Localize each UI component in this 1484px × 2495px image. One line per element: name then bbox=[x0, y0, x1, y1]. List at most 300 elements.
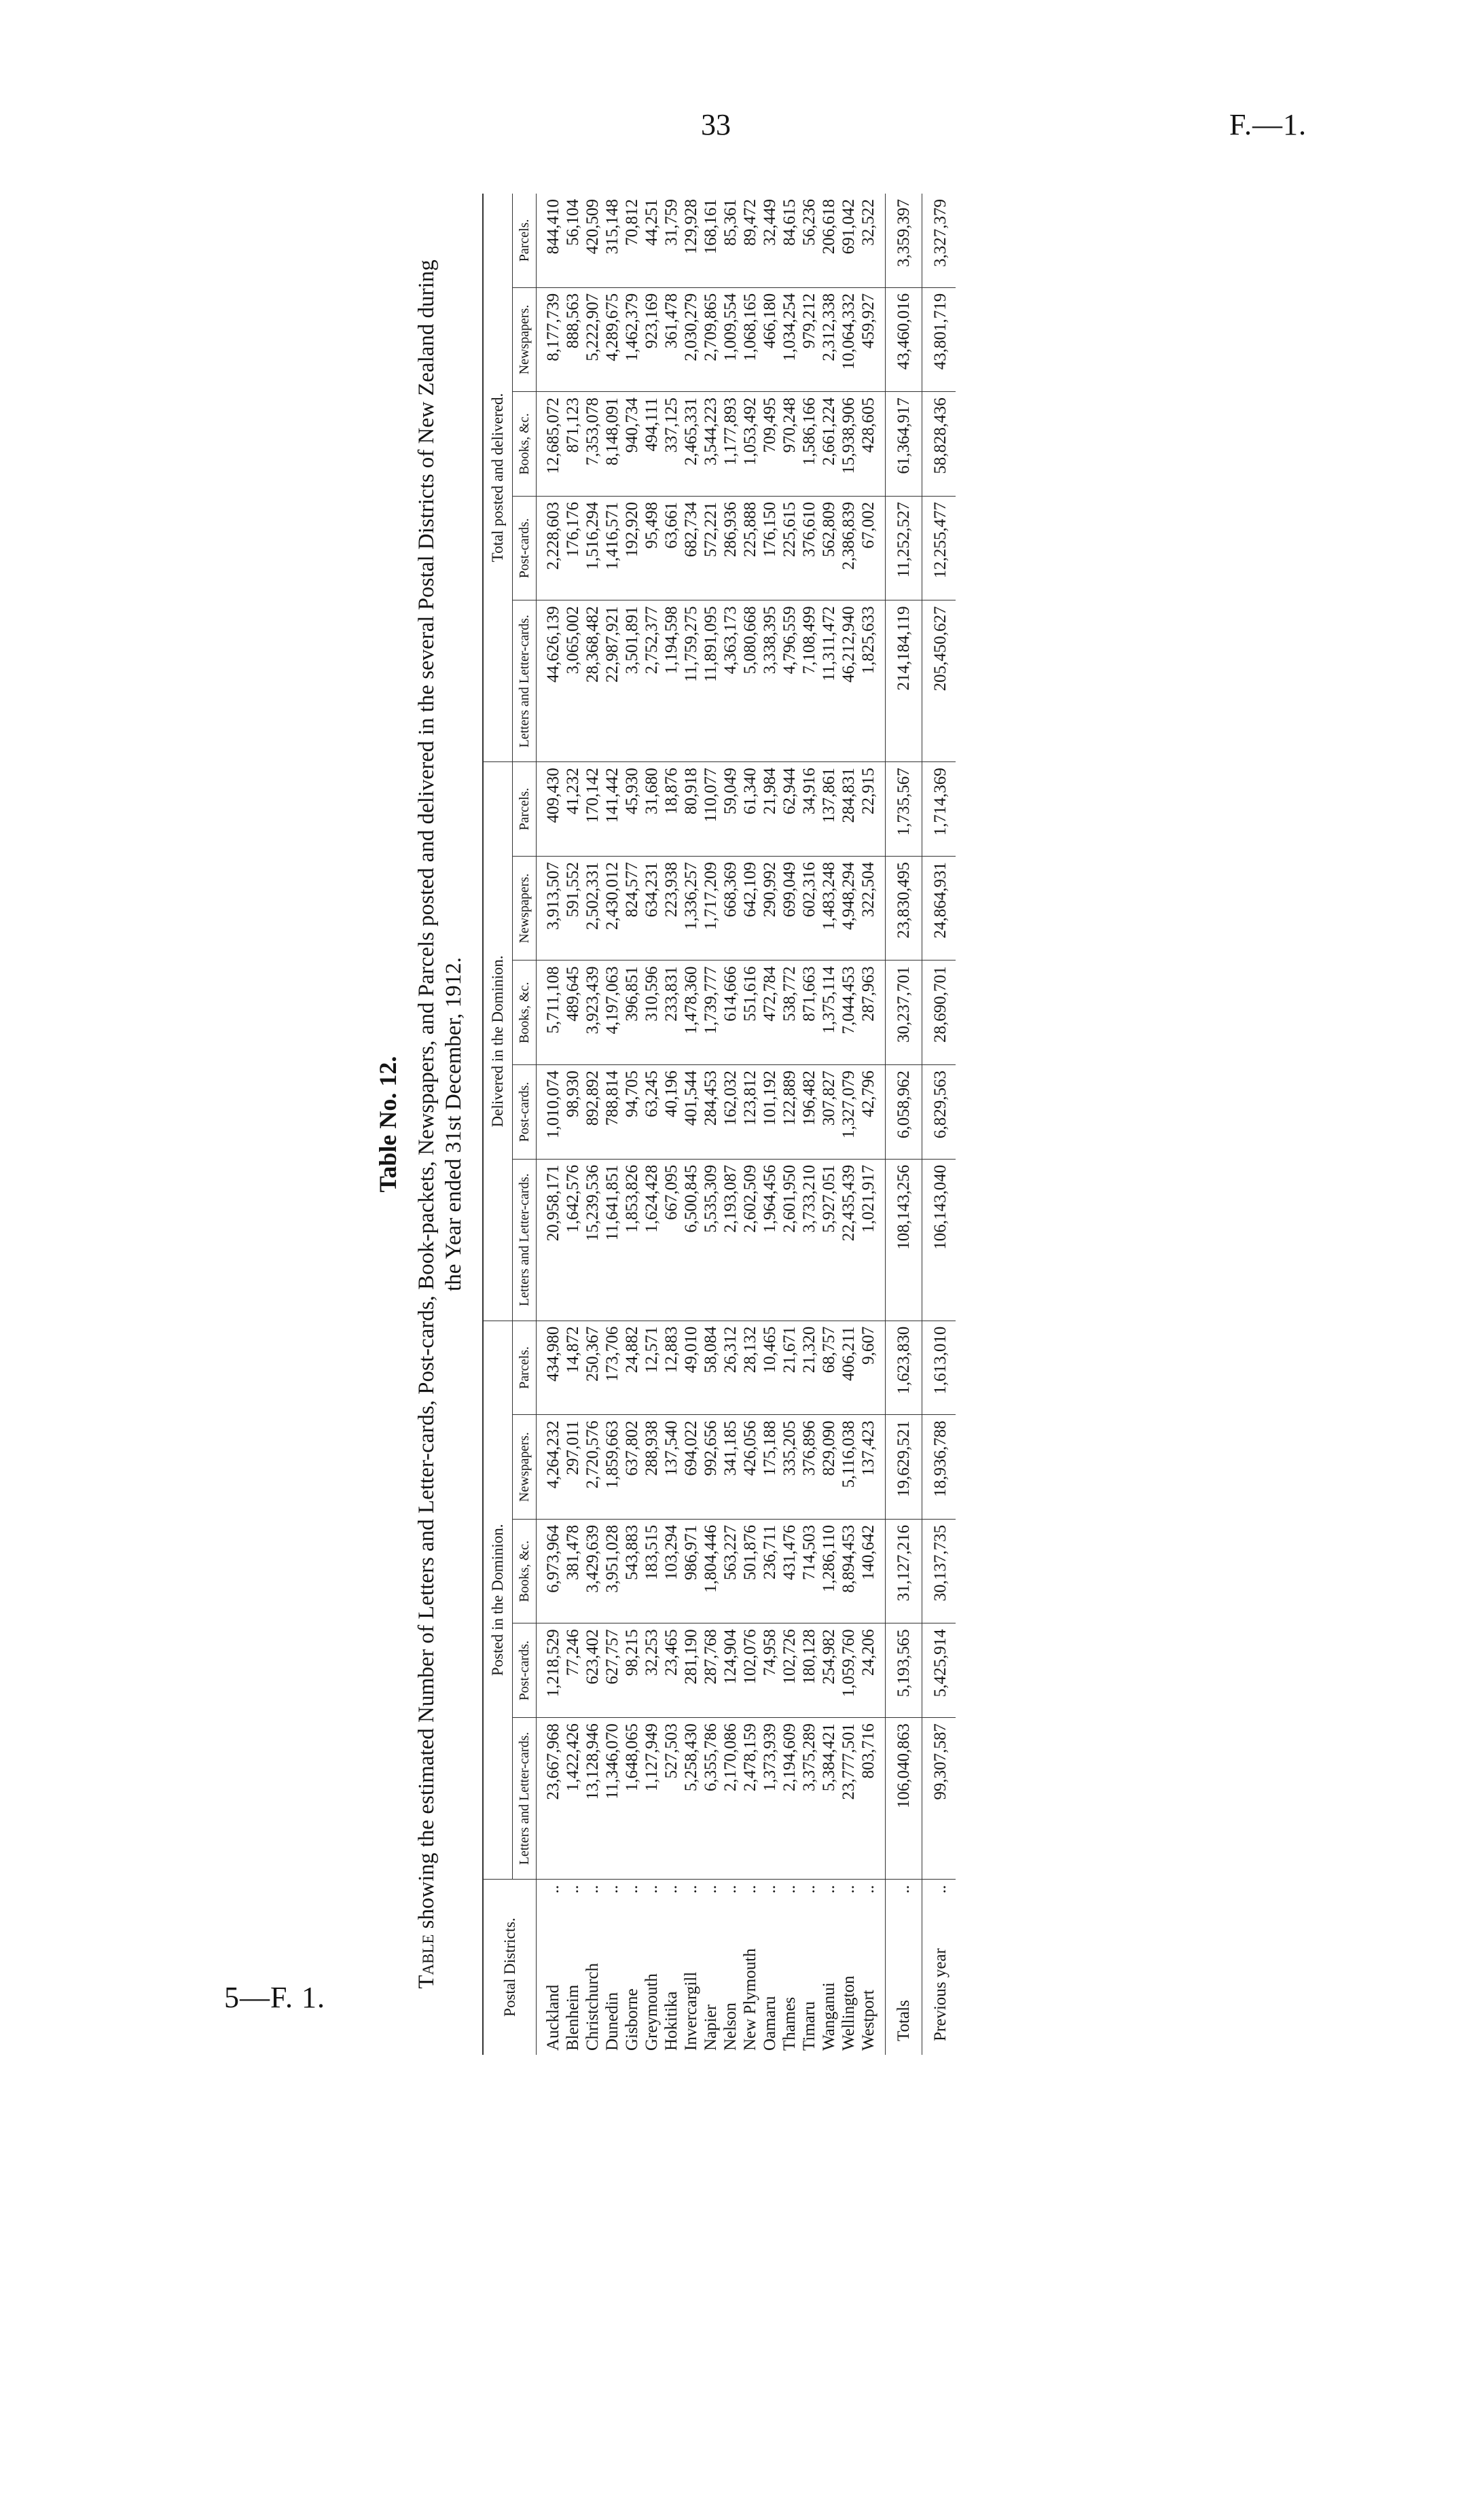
value-cell: 32,449 bbox=[761, 199, 779, 246]
value-cell: 98,215 bbox=[622, 1623, 642, 1718]
value-cell: 431,476 bbox=[780, 1519, 799, 1623]
district-name: Totals bbox=[894, 2000, 913, 2041]
value-cell: 30,237,701 bbox=[886, 961, 922, 1065]
value-cell: 15,239,536 bbox=[583, 1159, 602, 1321]
value-cell: 3,544,223 bbox=[701, 392, 721, 497]
value-cell: 99,307,587 bbox=[922, 1718, 956, 1880]
value-cell: 992,656 bbox=[701, 1415, 721, 1520]
value-cell: 3,913,507 bbox=[537, 856, 564, 961]
value-cell: 3,733,210 bbox=[799, 1159, 819, 1321]
value-cell: 623,402 bbox=[583, 1623, 602, 1718]
value-cell: 18,936,788 bbox=[922, 1415, 956, 1520]
value-cell: 162,032 bbox=[721, 1065, 740, 1160]
value-cell: 572,221 bbox=[701, 496, 721, 600]
value-cell: 80,918 bbox=[681, 762, 701, 857]
value-cell: 5,116,038 bbox=[839, 1415, 858, 1520]
leader-dots: .. bbox=[702, 1885, 720, 1894]
value-cell: 2,465,331 bbox=[681, 392, 701, 497]
table-row bbox=[681, 194, 701, 2055]
district-name: Dunedin bbox=[603, 1992, 621, 2051]
value-cell: 74,958 bbox=[760, 1623, 780, 1718]
value-cell: 58,084 bbox=[701, 1321, 721, 1415]
value-cell: 2,709,865 bbox=[701, 287, 721, 392]
value-cell: 551,616 bbox=[740, 961, 760, 1065]
rotated-table-block bbox=[374, 180, 1243, 2068]
value-cell: 137,861 bbox=[819, 762, 839, 857]
value-cell: 28,690,701 bbox=[922, 961, 956, 1065]
value-cell: 8,148,091 bbox=[602, 392, 622, 497]
value-cell: 1,422,426 bbox=[563, 1718, 583, 1880]
value-cell: 803,716 bbox=[858, 1718, 886, 1880]
district-name-cell bbox=[922, 1880, 956, 2056]
leader-dots: .. bbox=[839, 1885, 858, 1894]
value-cell: 10,064,332 bbox=[839, 287, 858, 392]
value-cell: 2,720,576 bbox=[583, 1415, 602, 1520]
value-cell: 106,040,863 bbox=[886, 1718, 922, 1880]
table-row bbox=[583, 194, 602, 2055]
value-cell: 1,286,110 bbox=[819, 1519, 839, 1623]
value-cell: 4,948,294 bbox=[839, 856, 858, 961]
value-cell: 1,177,893 bbox=[721, 392, 740, 497]
value-cell: 527,503 bbox=[662, 1718, 681, 1880]
value-cell: 23,465 bbox=[662, 1623, 681, 1718]
value-cell: 67,002 bbox=[858, 496, 886, 600]
value-cell: 101,192 bbox=[760, 1065, 780, 1160]
leader-dots: .. bbox=[761, 1885, 779, 1894]
table-body bbox=[537, 194, 956, 2055]
value-cell: 642,109 bbox=[740, 856, 760, 961]
page-reference: F.—1. bbox=[1229, 108, 1307, 141]
page-number: 33 bbox=[701, 108, 731, 141]
column-header: Newspapers. bbox=[513, 1415, 537, 1520]
table-title bbox=[413, 255, 467, 1994]
value-cell: 7,108,499 bbox=[799, 600, 819, 762]
district-name: Invercargill bbox=[682, 1971, 700, 2051]
value-cell: 627,757 bbox=[602, 1623, 622, 1718]
leader-dots: .. bbox=[721, 1885, 740, 1894]
district-name: Greymouth bbox=[643, 1973, 661, 2051]
value-cell: 489,645 bbox=[563, 961, 583, 1065]
district-name-cell bbox=[537, 1880, 564, 2056]
value-cell: 45,930 bbox=[622, 762, 642, 857]
leader-dots: .. bbox=[583, 1885, 602, 1894]
leader-dots: .. bbox=[931, 1885, 949, 1894]
value-cell: 68,757 bbox=[819, 1321, 839, 1415]
value-cell: 10,465 bbox=[760, 1321, 780, 1415]
value-cell: 14,872 bbox=[563, 1321, 583, 1415]
value-cell: 288,938 bbox=[642, 1415, 662, 1520]
value-cell: 168,161 bbox=[702, 199, 720, 255]
value-cell: 6,829,563 bbox=[922, 1065, 956, 1160]
leader-dots: .. bbox=[820, 1885, 838, 1894]
value-cell: 1,373,939 bbox=[760, 1718, 780, 1880]
value-cell: 137,423 bbox=[858, 1415, 886, 1520]
value-cell: 41,232 bbox=[563, 762, 583, 857]
value-cell: 21,984 bbox=[760, 762, 780, 857]
leader-dots: .. bbox=[800, 1885, 818, 1894]
value-cell: 459,927 bbox=[858, 287, 886, 392]
leader-dots: .. bbox=[623, 1885, 641, 1894]
value-cell: 2,193,087 bbox=[721, 1159, 740, 1321]
value-cell: 538,772 bbox=[780, 961, 799, 1065]
value-cell: 19,629,521 bbox=[886, 1415, 922, 1520]
district-name-cell bbox=[740, 1880, 760, 2056]
value-cell: 122,889 bbox=[780, 1065, 799, 1160]
value-cell: 31,127,216 bbox=[886, 1519, 922, 1623]
value-cell: 591,552 bbox=[563, 856, 583, 961]
value-cell: 5,927,051 bbox=[819, 1159, 839, 1321]
value-cell: 335,205 bbox=[780, 1415, 799, 1520]
district-name: Hokitika bbox=[662, 1991, 681, 2051]
value-cell: 2,601,950 bbox=[780, 1159, 799, 1321]
value-cell: 124,904 bbox=[721, 1623, 740, 1718]
district-name: Thames bbox=[780, 1996, 799, 2051]
value-cell: 472,784 bbox=[760, 961, 780, 1065]
table-row bbox=[858, 194, 886, 2055]
column-header: Books, &c. bbox=[513, 1519, 537, 1623]
leader-dots: .. bbox=[859, 1885, 877, 1894]
value-cell: 2,661,224 bbox=[819, 392, 839, 497]
column-header: Newspapers. bbox=[513, 856, 537, 961]
value-cell: 1,483,248 bbox=[819, 856, 839, 961]
value-cell: 2,030,279 bbox=[681, 287, 701, 392]
value-cell: 28,368,482 bbox=[583, 600, 602, 762]
column-header-row bbox=[513, 194, 537, 2055]
value-cell: 4,264,232 bbox=[537, 1415, 564, 1520]
value-cell: 176,176 bbox=[563, 496, 583, 600]
value-cell: 563,227 bbox=[721, 1519, 740, 1623]
value-cell: 1,327,079 bbox=[839, 1065, 858, 1160]
value-cell: 1,416,571 bbox=[602, 496, 622, 600]
table-row bbox=[780, 194, 799, 2055]
value-cell: 129,928 bbox=[682, 199, 700, 255]
column-header: Parcels. bbox=[513, 1321, 537, 1415]
table-row bbox=[642, 194, 662, 2055]
value-cell: 3,951,028 bbox=[602, 1519, 622, 1623]
leader-dots: .. bbox=[603, 1885, 621, 1894]
value-cell: 24,864,931 bbox=[922, 856, 956, 961]
value-cell: 98,930 bbox=[563, 1065, 583, 1160]
value-cell: 102,726 bbox=[780, 1623, 799, 1718]
value-cell: 322,504 bbox=[858, 856, 886, 961]
value-cell: 6,500,845 bbox=[681, 1159, 701, 1321]
value-cell: 43,801,719 bbox=[922, 287, 956, 392]
value-cell: 1,648,065 bbox=[622, 1718, 642, 1880]
value-cell: 401,544 bbox=[681, 1065, 701, 1160]
value-cell: 1,068,165 bbox=[740, 287, 760, 392]
table-number: Table No. 12. bbox=[374, 1056, 401, 1193]
value-cell: 6,058,962 bbox=[886, 1065, 922, 1160]
value-cell: 3,065,002 bbox=[563, 600, 583, 762]
value-cell: 59,049 bbox=[721, 762, 740, 857]
value-cell: 602,316 bbox=[799, 856, 819, 961]
value-cell: 434,980 bbox=[537, 1321, 564, 1415]
value-cell: 205,450,627 bbox=[922, 600, 956, 762]
column-header: Newspapers. bbox=[513, 287, 537, 392]
value-cell: 714,503 bbox=[799, 1519, 819, 1623]
value-cell: 923,169 bbox=[642, 287, 662, 392]
value-cell: 892,892 bbox=[583, 1065, 602, 1160]
district-name-cell bbox=[701, 1880, 721, 2056]
table-title-lead: Table bbox=[414, 1934, 439, 1989]
district-name-cell bbox=[602, 1880, 622, 2056]
group-header-total: Total posted and delivered. bbox=[483, 194, 513, 762]
value-cell: 1,478,360 bbox=[681, 961, 701, 1065]
value-cell: 1,613,010 bbox=[922, 1321, 956, 1415]
value-cell: 223,938 bbox=[662, 856, 681, 961]
value-cell: 614,666 bbox=[721, 961, 740, 1065]
value-cell: 32,522 bbox=[859, 199, 877, 246]
district-name-cell bbox=[760, 1880, 780, 2056]
table-title-rest: showing the estimated Number of Letters and Letter-cards, Post-cards, Book-packets, Newspapers, and Parcels posted and delivered in the several Postal Districts of New Zealand during the Year ended 31st December, 1912. bbox=[414, 259, 466, 1935]
value-cell: 84,615 bbox=[780, 199, 799, 246]
value-cell: 337,125 bbox=[662, 392, 681, 497]
value-cell: 1,739,777 bbox=[701, 961, 721, 1065]
value-cell: 26,312 bbox=[721, 1321, 740, 1415]
district-name-cell bbox=[721, 1880, 740, 2056]
value-cell: 140,642 bbox=[858, 1519, 886, 1623]
value-cell: 21,320 bbox=[799, 1321, 819, 1415]
value-cell: 287,963 bbox=[858, 961, 886, 1065]
column-header: Parcels. bbox=[513, 762, 537, 857]
value-cell: 361,478 bbox=[662, 287, 681, 392]
value-cell: 940,734 bbox=[622, 392, 642, 497]
value-cell: 3,923,439 bbox=[583, 961, 602, 1065]
value-cell: 5,222,907 bbox=[583, 287, 602, 392]
value-cell: 13,128,946 bbox=[583, 1718, 602, 1880]
value-cell: 4,796,559 bbox=[780, 600, 799, 762]
value-cell: 12,883 bbox=[662, 1321, 681, 1415]
district-name-cell bbox=[662, 1880, 681, 2056]
value-cell: 376,896 bbox=[799, 1415, 819, 1520]
value-cell: 3,501,891 bbox=[622, 600, 642, 762]
district-name: Gisborne bbox=[623, 1988, 641, 2051]
value-cell: 94,705 bbox=[622, 1065, 642, 1160]
value-cell: 5,080,668 bbox=[740, 600, 760, 762]
value-cell: 5,425,914 bbox=[922, 1623, 956, 1718]
value-cell: 406,211 bbox=[839, 1321, 858, 1415]
value-cell: 4,289,675 bbox=[602, 287, 622, 392]
leader-dots: .. bbox=[662, 1885, 681, 1894]
value-cell: 284,831 bbox=[839, 762, 858, 857]
value-cell: 173,706 bbox=[602, 1321, 622, 1415]
value-cell: 12,685,072 bbox=[537, 392, 564, 497]
mail-statistics-table bbox=[482, 194, 956, 2055]
table-row bbox=[602, 194, 622, 2055]
value-cell: 1,586,166 bbox=[799, 392, 819, 497]
value-cell: 8,177,739 bbox=[537, 287, 564, 392]
value-cell: 22,987,921 bbox=[602, 600, 622, 762]
value-cell: 24,882 bbox=[622, 1321, 642, 1415]
value-cell: 7,044,453 bbox=[839, 961, 858, 1065]
value-cell: 1,516,294 bbox=[583, 496, 602, 600]
value-cell: 1,859,663 bbox=[602, 1415, 622, 1520]
value-cell: 77,246 bbox=[563, 1623, 583, 1718]
district-name: Nelson bbox=[721, 2003, 740, 2051]
value-cell: 1,642,576 bbox=[563, 1159, 583, 1321]
value-cell: 2,502,331 bbox=[583, 856, 602, 961]
table-row bbox=[537, 194, 564, 2055]
value-cell: 1,034,254 bbox=[780, 287, 799, 392]
value-cell: 287,768 bbox=[701, 1623, 721, 1718]
value-cell: 5,193,565 bbox=[886, 1623, 922, 1718]
value-cell: 501,876 bbox=[740, 1519, 760, 1623]
column-header: Post-cards. bbox=[513, 496, 537, 600]
value-cell: 5,384,421 bbox=[819, 1718, 839, 1880]
group-header-row bbox=[483, 194, 513, 2055]
value-cell: 89,472 bbox=[741, 199, 759, 246]
column-header: Parcels. bbox=[513, 194, 537, 287]
district-name-cell bbox=[858, 1880, 886, 2056]
value-cell: 634,231 bbox=[642, 856, 662, 961]
value-cell: 108,143,256 bbox=[886, 1159, 922, 1321]
column-header: Post-cards. bbox=[513, 1065, 537, 1160]
value-cell: 225,888 bbox=[740, 496, 760, 600]
value-cell: 5,535,309 bbox=[701, 1159, 721, 1321]
leader-dots: .. bbox=[643, 1885, 661, 1894]
value-cell: 214,184,119 bbox=[886, 600, 922, 762]
value-cell: 196,482 bbox=[799, 1065, 819, 1160]
value-cell: 63,661 bbox=[662, 496, 681, 600]
column-header: Post-cards. bbox=[513, 1623, 537, 1718]
leader-dots: .. bbox=[682, 1885, 700, 1894]
value-cell: 315,148 bbox=[603, 199, 621, 255]
district-name-cell bbox=[819, 1880, 839, 2056]
district-name: Blenheim bbox=[564, 1984, 582, 2051]
value-cell: 1,804,446 bbox=[701, 1519, 721, 1623]
value-cell: 668,369 bbox=[721, 856, 740, 961]
district-name-cell bbox=[622, 1880, 642, 2056]
column-header: Letters and Letter-cards. bbox=[513, 600, 537, 762]
value-cell: 254,982 bbox=[819, 1623, 839, 1718]
value-cell: 562,809 bbox=[819, 496, 839, 600]
district-name: Oamaru bbox=[761, 1996, 779, 2051]
value-cell: 396,851 bbox=[622, 961, 642, 1065]
value-cell: 5,711,108 bbox=[537, 961, 564, 1065]
value-cell: 1,009,554 bbox=[721, 287, 740, 392]
value-cell: 376,610 bbox=[799, 496, 819, 600]
table-row bbox=[819, 194, 839, 2055]
table-row bbox=[662, 194, 681, 2055]
district-name-cell bbox=[583, 1880, 602, 2056]
value-cell: 11,891,095 bbox=[701, 600, 721, 762]
value-cell: 3,429,639 bbox=[583, 1519, 602, 1623]
value-cell: 183,515 bbox=[642, 1519, 662, 1623]
value-cell: 11,641,851 bbox=[602, 1159, 622, 1321]
value-cell: 141,442 bbox=[602, 762, 622, 857]
footer-reference: 5—F. 1. bbox=[224, 1981, 325, 2014]
value-cell: 61,340 bbox=[740, 762, 760, 857]
value-cell: 2,228,603 bbox=[537, 496, 564, 600]
value-cell: 1,021,917 bbox=[858, 1159, 886, 1321]
value-cell: 6,355,786 bbox=[701, 1718, 721, 1880]
value-cell: 1,714,369 bbox=[922, 762, 956, 857]
value-cell: 1,964,456 bbox=[760, 1159, 780, 1321]
value-cell: 871,123 bbox=[563, 392, 583, 497]
value-cell: 1,194,598 bbox=[662, 600, 681, 762]
value-cell: 170,142 bbox=[583, 762, 602, 857]
table-row bbox=[760, 194, 780, 2055]
value-cell: 709,495 bbox=[760, 392, 780, 497]
district-name-cell bbox=[563, 1880, 583, 2056]
value-cell: 103,294 bbox=[662, 1519, 681, 1623]
leader-dots: .. bbox=[564, 1885, 582, 1894]
value-cell: 284,453 bbox=[701, 1065, 721, 1160]
table-row bbox=[886, 194, 922, 2055]
district-name-cell bbox=[886, 1880, 922, 2056]
column-header: Books, &c. bbox=[513, 961, 537, 1065]
value-cell: 829,090 bbox=[819, 1415, 839, 1520]
value-cell: 2,170,086 bbox=[721, 1718, 740, 1880]
table-row bbox=[799, 194, 819, 2055]
value-cell: 409,430 bbox=[537, 762, 564, 857]
value-cell: 24,206 bbox=[858, 1623, 886, 1718]
value-cell: 110,077 bbox=[701, 762, 721, 857]
value-cell: 1,053,492 bbox=[740, 392, 760, 497]
value-cell: 31,759 bbox=[662, 199, 681, 246]
value-cell: 31,680 bbox=[642, 762, 662, 857]
value-cell: 22,915 bbox=[858, 762, 886, 857]
value-cell: 682,734 bbox=[681, 496, 701, 600]
value-cell: 1,010,074 bbox=[537, 1065, 564, 1160]
value-cell: 699,049 bbox=[780, 856, 799, 961]
table-row bbox=[922, 194, 956, 2055]
value-cell: 3,338,395 bbox=[760, 600, 780, 762]
value-cell: 137,540 bbox=[662, 1415, 681, 1520]
value-cell: 63,245 bbox=[642, 1065, 662, 1160]
value-cell: 1,462,379 bbox=[622, 287, 642, 392]
district-header: Postal Districts. bbox=[483, 1880, 537, 2056]
value-cell: 691,042 bbox=[839, 199, 858, 255]
value-cell: 180,128 bbox=[799, 1623, 819, 1718]
group-header-posted: Posted in the Dominion. bbox=[483, 1321, 513, 1879]
value-cell: 23,667,968 bbox=[537, 1718, 564, 1880]
value-cell: 1,218,529 bbox=[537, 1623, 564, 1718]
table-row bbox=[839, 194, 858, 2055]
value-cell: 2,602,509 bbox=[740, 1159, 760, 1321]
value-cell: 206,618 bbox=[820, 199, 838, 255]
value-cell: 46,212,940 bbox=[839, 600, 858, 762]
district-name: New Plymouth bbox=[741, 1948, 759, 2051]
value-cell: 11,252,527 bbox=[886, 496, 922, 600]
value-cell: 307,827 bbox=[819, 1065, 839, 1160]
value-cell: 95,498 bbox=[642, 496, 662, 600]
value-cell: 281,190 bbox=[681, 1623, 701, 1718]
district-name: Timaru bbox=[800, 2001, 818, 2051]
value-cell: 1,735,567 bbox=[886, 762, 922, 857]
value-cell: 233,831 bbox=[662, 961, 681, 1065]
value-cell: 44,626,139 bbox=[537, 600, 564, 762]
value-cell: 9,607 bbox=[858, 1321, 886, 1415]
value-cell: 23,777,501 bbox=[839, 1718, 858, 1880]
value-cell: 30,137,735 bbox=[922, 1519, 956, 1623]
column-header: Letters and Letter-cards. bbox=[513, 1718, 537, 1880]
value-cell: 871,663 bbox=[799, 961, 819, 1065]
value-cell: 2,430,012 bbox=[602, 856, 622, 961]
value-cell: 1,127,949 bbox=[642, 1718, 662, 1880]
value-cell: 56,236 bbox=[800, 199, 818, 246]
column-header: Books, &c. bbox=[513, 392, 537, 497]
value-cell: 426,056 bbox=[740, 1415, 760, 1520]
value-cell: 297,011 bbox=[563, 1415, 583, 1520]
value-cell: 694,022 bbox=[681, 1415, 701, 1520]
value-cell: 250,367 bbox=[583, 1321, 602, 1415]
value-cell: 637,802 bbox=[622, 1415, 642, 1520]
value-cell: 49,010 bbox=[681, 1321, 701, 1415]
value-cell: 979,212 bbox=[799, 287, 819, 392]
value-cell: 2,194,609 bbox=[780, 1718, 799, 1880]
value-cell: 8,894,453 bbox=[839, 1519, 858, 1623]
